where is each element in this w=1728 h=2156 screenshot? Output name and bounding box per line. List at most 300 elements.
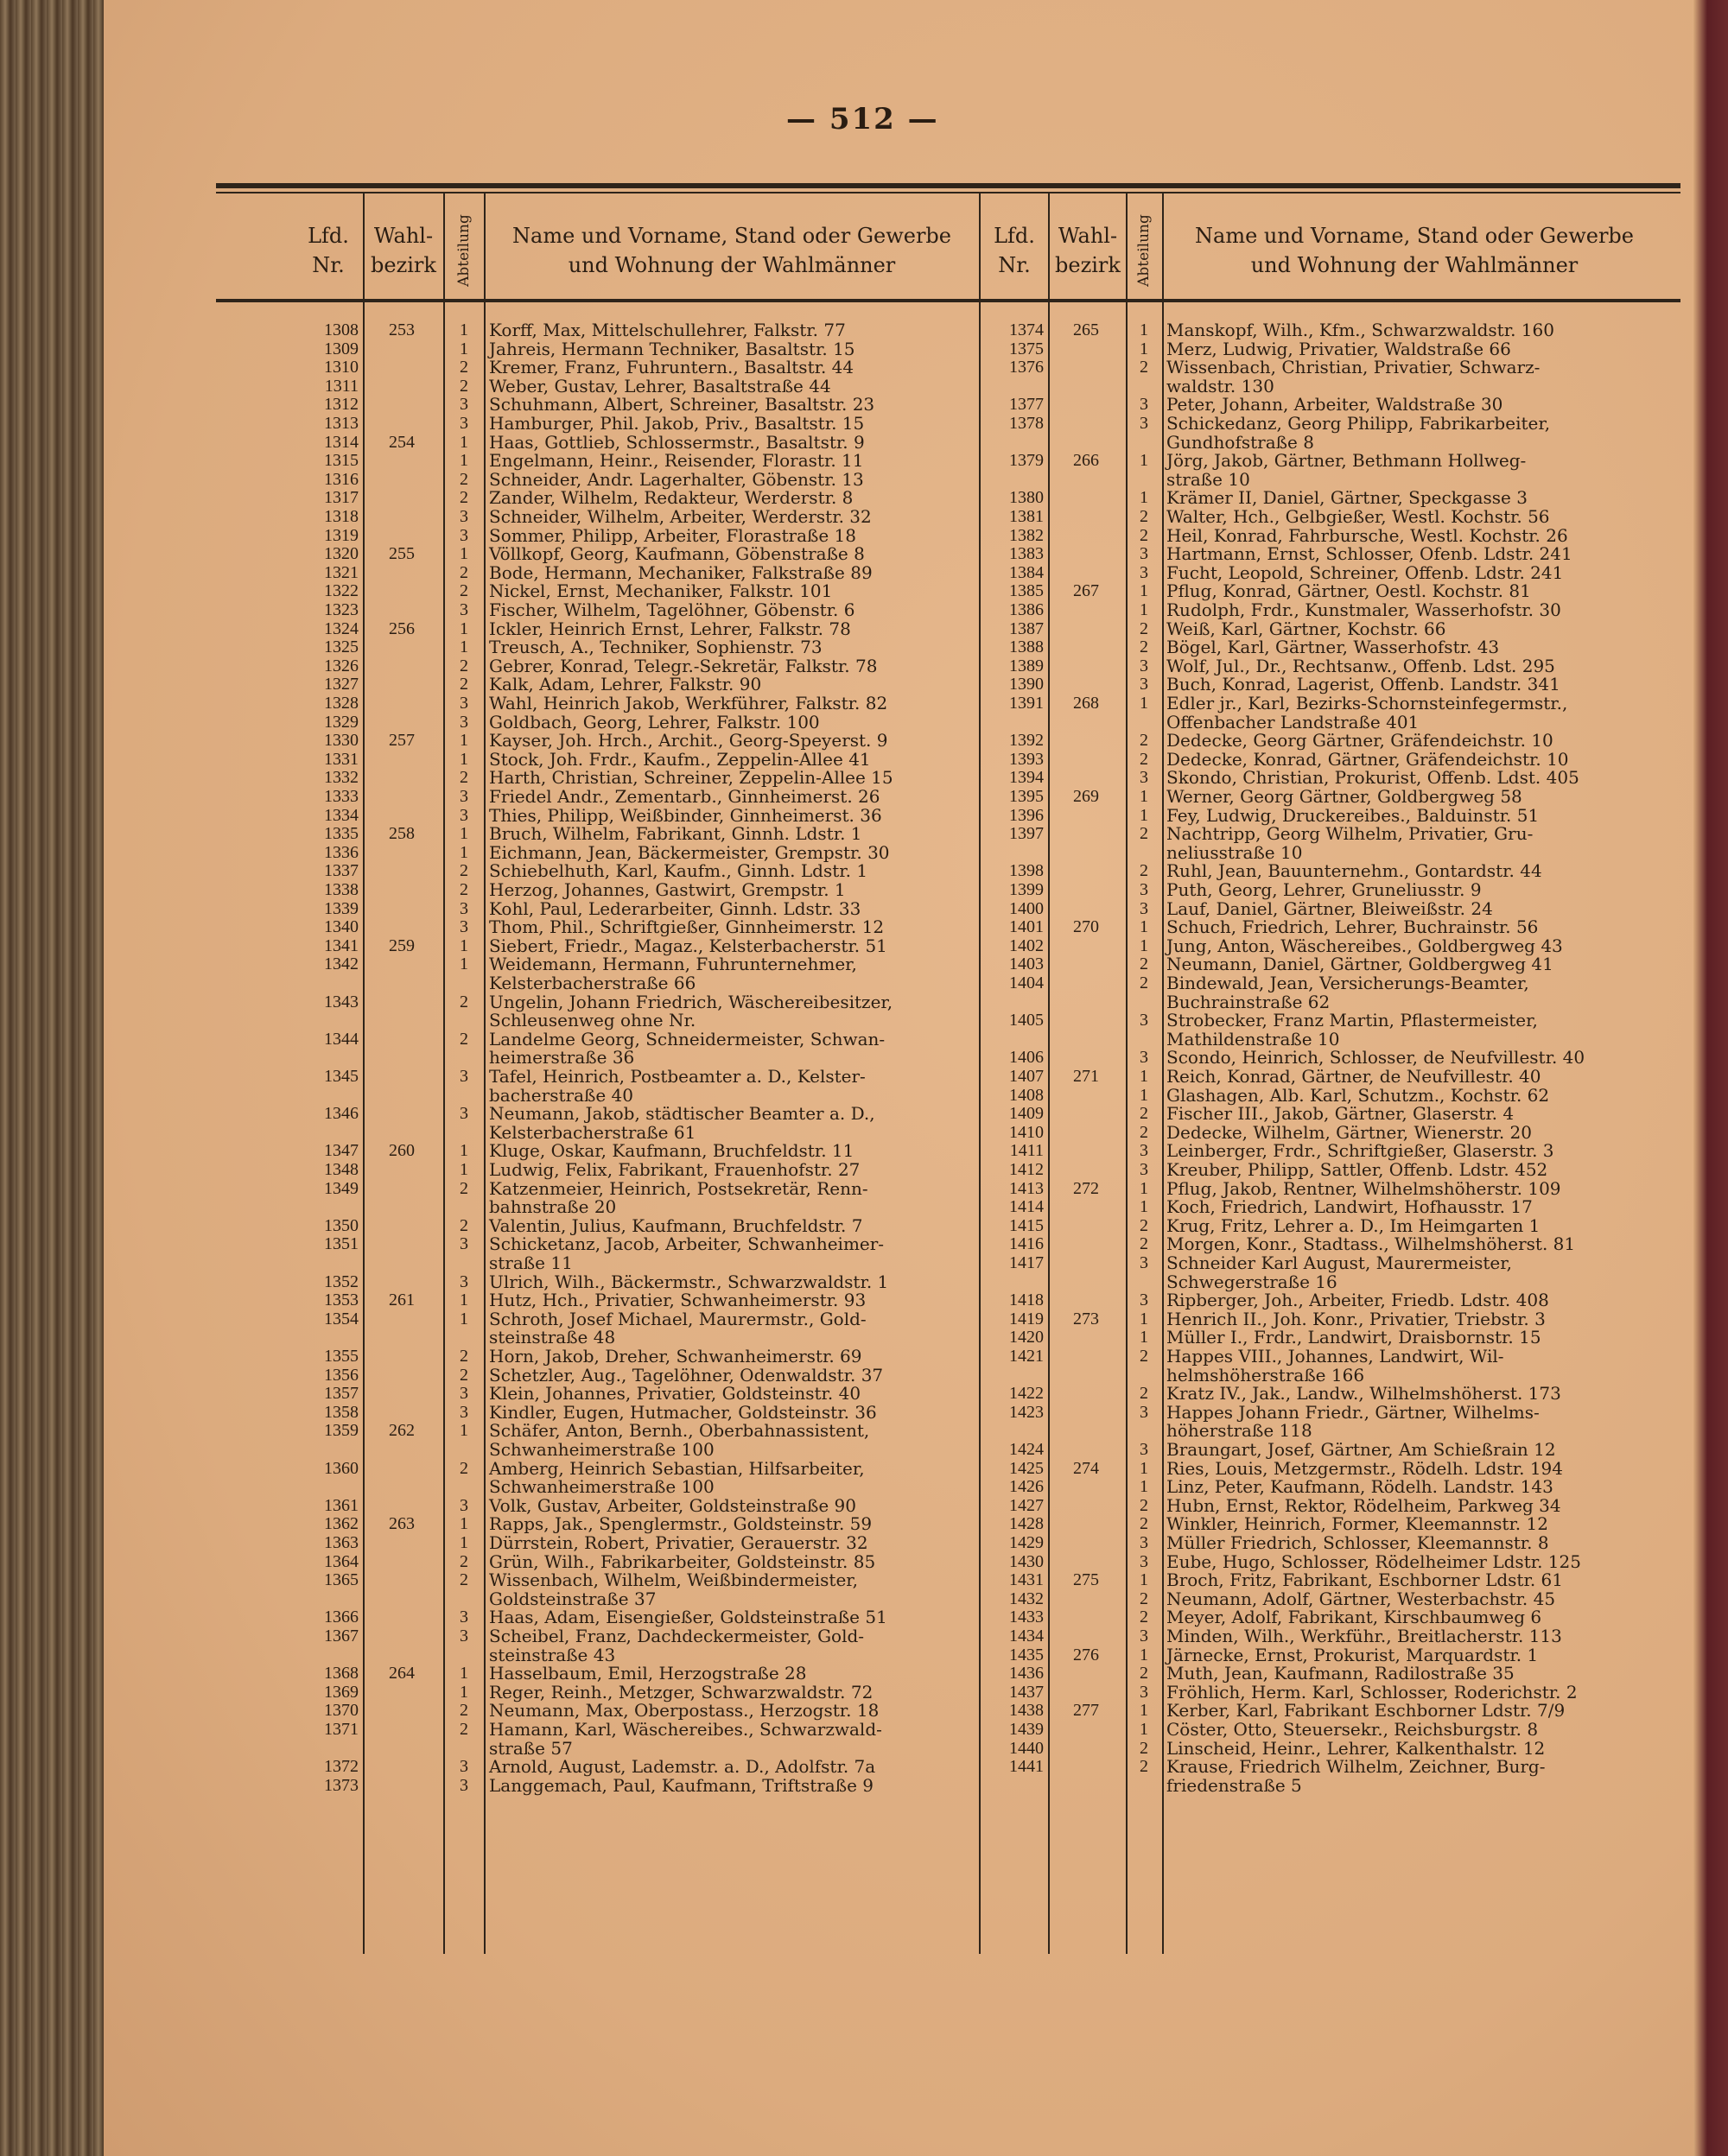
row-number: 1428 [1009, 1514, 1044, 1533]
row-number: 1328 [324, 694, 359, 713]
row-number: 1368 [324, 1664, 359, 1683]
row-name-entry: Koch, Friedrich, Landwirt, Hofhausstr. 17 [1166, 1196, 1533, 1217]
row-wahlbezirk [1056, 881, 1116, 898]
row-wahlbezirk [372, 918, 432, 935]
row-number: 1357 [324, 1384, 359, 1403]
row-number: 1339 [324, 899, 359, 918]
row-number: 1362 [324, 1514, 359, 1533]
row-number: 1395 [1009, 787, 1044, 806]
row-number: 1342 [324, 954, 359, 973]
row-name-entry: Scheibel, Franz, Dachdeckermeister, Gold- [489, 1626, 865, 1646]
row-wahlbezirk [1056, 1515, 1116, 1532]
row-abteilung [451, 1328, 477, 1346]
row-wahlbezirk [1056, 713, 1116, 731]
row-abteilung: 1 [460, 1160, 468, 1179]
row-abteilung: 3 [460, 395, 468, 414]
row-name-entry: Cöster, Otto, Steuersekr., Reichsburgstr. 8 [1166, 1719, 1539, 1740]
row-number: 1344 [324, 1030, 359, 1049]
row-abteilung: 1 [1140, 1646, 1148, 1665]
row-name-entry: Mathildenstraße 10 [1166, 1029, 1340, 1049]
row-wahlbezirk [372, 900, 432, 917]
row-name-entry: Buch, Konrad, Lagerist, Offenb. Landstr. 341 [1166, 674, 1560, 694]
row-number: 1347 [324, 1141, 359, 1160]
row-name-entry: waldstr. 130 [1166, 376, 1274, 396]
row-wahlbezirk [372, 1198, 432, 1215]
row-name-entry: Ruhl, Jean, Bauunternehm., Gontardstr. 44 [1166, 860, 1542, 881]
row-name-entry: Fucht, Leopold, Schreiner, Offenb. Ldstr. 241 [1166, 562, 1564, 583]
row-abteilung: 3 [460, 787, 468, 806]
row-number: 1388 [1009, 637, 1044, 656]
row-abteilung: 2 [460, 768, 468, 787]
row-wahlbezirk [372, 1068, 432, 1085]
row-name-entry: straße 10 [1166, 469, 1250, 490]
row-number: 1412 [1009, 1160, 1044, 1179]
row-abteilung: 3 [460, 1607, 468, 1627]
row-abteilung: 2 [1140, 526, 1148, 545]
row-abteilung: 1 [460, 936, 468, 955]
row-number: 1437 [1009, 1683, 1044, 1702]
row-number: 1320 [324, 544, 359, 563]
row-wahlbezirk [1056, 1049, 1116, 1066]
row-wahlbezirk [372, 1124, 432, 1141]
row-wahlbezirk [1056, 937, 1116, 954]
row-number: 1335 [324, 824, 359, 843]
row-name-entry: Schneider, Wilhelm, Arbeiter, Werderstr. 32 [489, 506, 872, 527]
row-abteilung: 2 [1140, 1739, 1148, 1758]
row-number: 1321 [324, 563, 359, 582]
row-number: 1365 [324, 1570, 359, 1589]
row-name-entry: Nickel, Ernst, Mechaniker, Falkstr. 101 [489, 580, 833, 601]
row-number [966, 844, 1044, 861]
row-abteilung: 2 [1140, 1234, 1148, 1253]
row-wahlbezirk [1056, 1684, 1116, 1701]
table-top-rule-thin [216, 192, 1680, 193]
header-abteilung-right: Abteilung [1135, 214, 1153, 287]
row-abteilung: 3 [1140, 1253, 1148, 1272]
row-wahlbezirk [372, 1161, 432, 1178]
row-wahlbezirk [372, 713, 432, 731]
row-abteilung: 3 [1140, 880, 1148, 899]
row-wahlbezirk: 257 [389, 731, 415, 750]
row-wahlbezirk [372, 1758, 432, 1775]
row-abteilung [451, 1049, 477, 1066]
row-abteilung: 2 [1140, 824, 1148, 843]
row-abteilung: 1 [1140, 1197, 1148, 1216]
row-wahlbezirk [372, 1608, 432, 1626]
row-name-entry: Ungelin, Johann Friedrich, Wäschereibesitzer, [489, 992, 893, 1012]
row-number: 1340 [324, 917, 359, 936]
row-name-entry: Skondo, Christian, Prokurist, Offenb. Ldst. 405 [1166, 767, 1579, 788]
row-number [966, 471, 1044, 488]
row-name-entry: Schäfer, Anton, Bernh., Oberbahnassistent, [489, 1420, 870, 1441]
row-name-entry: Korff, Max, Mittelschullehrer, Falkstr. 77 [489, 320, 846, 340]
row-wahlbezirk [1056, 1665, 1116, 1682]
row-abteilung: 2 [460, 1347, 468, 1366]
row-abteilung [1131, 1030, 1157, 1048]
row-abteilung: 2 [460, 358, 468, 377]
row-wahlbezirk: 262 [389, 1421, 415, 1440]
row-abteilung [451, 1087, 477, 1104]
row-name-entry: straße 57 [489, 1738, 573, 1759]
row-abteilung: 1 [1140, 320, 1148, 339]
row-number [966, 1273, 1044, 1290]
row-wahlbezirk: 275 [1073, 1570, 1099, 1589]
row-abteilung [1131, 1777, 1157, 1794]
row-wahlbezirk [372, 657, 432, 675]
row-number: 1393 [1009, 750, 1044, 769]
row-name-entry: Jung, Anton, Wäschereibes., Goldbergweg 43 [1166, 935, 1563, 956]
row-wahlbezirk: 270 [1073, 917, 1099, 936]
row-abteilung: 3 [1140, 395, 1148, 414]
row-wahlbezirk [372, 1273, 432, 1290]
row-abteilung: 2 [1140, 1757, 1148, 1776]
row-wahlbezirk [1056, 1478, 1116, 1495]
row-number: 1341 [324, 936, 359, 955]
row-name-entry: Hubn, Ernst, Rektor, Rödelheim, Parkweg 34 [1166, 1495, 1561, 1516]
row-number [281, 1441, 359, 1458]
row-wahlbezirk [1056, 974, 1116, 992]
row-number: 1416 [1009, 1234, 1044, 1253]
row-name-entry: Treusch, A., Techniker, Sophienstr. 73 [489, 637, 823, 657]
row-number: 1345 [324, 1067, 359, 1086]
row-name-entry: Ickler, Heinrich Ernst, Lehrer, Falkstr. 78 [489, 618, 851, 639]
row-wahlbezirk [1056, 1721, 1116, 1738]
row-abteilung: 2 [1140, 954, 1148, 973]
row-name-entry: Eichmann, Jean, Bäckermeister, Grempstr. 30 [489, 842, 890, 863]
row-abteilung: 2 [460, 675, 468, 694]
row-abteilung [1131, 1367, 1157, 1384]
row-name-entry: Eube, Hugo, Schlosser, Rödelheimer Ldstr. 125 [1166, 1551, 1581, 1572]
row-wahlbezirk [372, 955, 432, 973]
row-abteilung: 3 [1140, 768, 1148, 787]
row-wahlbezirk [1056, 1124, 1116, 1141]
row-abteilung: 1 [460, 1683, 468, 1702]
header-rule [216, 299, 1680, 302]
row-number: 1425 [1009, 1459, 1044, 1478]
row-name-entry: Sommer, Philipp, Arbeiter, Florastraße 18 [489, 525, 857, 546]
row-wahlbezirk [372, 993, 432, 1011]
row-abteilung: 1 [1140, 1328, 1148, 1347]
row-wahlbezirk [372, 1254, 432, 1271]
row-abteilung: 3 [1140, 544, 1148, 563]
row-name-entry: Neumann, Jakob, städtischer Beamter a. D., [489, 1103, 875, 1124]
row-name-entry: Rapps, Jak., Spenglermstr., Goldsteinstr. 59 [489, 1513, 873, 1534]
row-number: 1391 [1009, 694, 1044, 713]
row-name-entry: Kremer, Franz, Fuhruntern., Basaltstr. 44 [489, 357, 854, 377]
row-name-entry: Dedecke, Georg Gärtner, Gräfendeichstr. 10 [1166, 730, 1553, 751]
row-number [966, 434, 1044, 451]
row-wahlbezirk [372, 807, 432, 824]
row-name-entry: Schuch, Friedrich, Lehrer, Buchrainstr. 56 [1166, 916, 1539, 937]
row-name-entry: Bindewald, Jean, Versicherungs-Beamter, [1166, 973, 1529, 993]
row-number: 1420 [1009, 1328, 1044, 1347]
row-abteilung [451, 1441, 477, 1458]
row-number: 1360 [324, 1459, 359, 1478]
column-divider [1048, 192, 1050, 1954]
column-divider [1162, 192, 1164, 1954]
row-wahlbezirk [372, 1684, 432, 1701]
row-name-entry: Leinberger, Frdr., Schriftgießer, Glaserstr. 3 [1166, 1140, 1554, 1161]
row-number [966, 1777, 1044, 1794]
row-name-entry: Kindler, Eugen, Hutmacher, Goldsteinstr. 36 [489, 1402, 877, 1423]
row-name-entry: Winkler, Heinrich, Former, Kleemannstr. 12 [1166, 1513, 1548, 1534]
table-top-rule [216, 183, 1680, 188]
row-abteilung: 2 [1140, 619, 1148, 638]
row-number: 1376 [1009, 358, 1044, 377]
row-number: 1359 [324, 1421, 359, 1440]
row-wahlbezirk [372, 489, 432, 506]
row-number: 1387 [1009, 619, 1044, 638]
row-wahlbezirk [1056, 396, 1116, 413]
row-name-entry: Kelsterbacherstraße 66 [489, 973, 696, 993]
row-name-entry: Scondo, Heinrich, Schlosser, de Neufvillestr. 40 [1166, 1047, 1585, 1068]
row-abteilung: 2 [460, 656, 468, 675]
row-name-entry: Ripberger, Joh., Arbeiter, Friedb. Ldstr. 408 [1166, 1290, 1549, 1310]
row-wahlbezirk [1056, 377, 1116, 395]
row-name-entry: höherstraße 118 [1166, 1420, 1312, 1441]
row-abteilung: 1 [1140, 917, 1148, 936]
row-abteilung [451, 1254, 477, 1271]
row-number: 1353 [324, 1290, 359, 1309]
row-abteilung [1131, 471, 1157, 488]
row-abteilung: 2 [460, 1720, 468, 1739]
row-wahlbezirk [372, 471, 432, 488]
row-wahlbezirk [1056, 1291, 1116, 1309]
row-wahlbezirk [372, 1235, 432, 1252]
row-abteilung: 1 [460, 1309, 468, 1328]
row-wahlbezirk [372, 564, 432, 581]
row-wahlbezirk: 274 [1073, 1459, 1099, 1478]
row-wahlbezirk: 254 [389, 433, 415, 452]
row-wahlbezirk [372, 377, 432, 395]
row-name-entry: Happes Johann Friedr., Gärtner, Wilhelms- [1166, 1402, 1540, 1423]
row-wahlbezirk [1056, 751, 1116, 768]
row-abteilung: 1 [1140, 1477, 1148, 1496]
row-abteilung: 3 [1140, 1403, 1148, 1422]
row-number: 1332 [324, 768, 359, 787]
row-number [281, 1740, 359, 1757]
row-number: 1415 [1009, 1216, 1044, 1235]
row-abteilung: 3 [460, 1234, 468, 1253]
row-abteilung: 3 [460, 694, 468, 713]
header-abteilung-left: Abteilung [455, 214, 473, 287]
row-number: 1432 [1009, 1589, 1044, 1608]
row-number [966, 993, 1044, 1011]
row-number: 1413 [1009, 1179, 1044, 1198]
row-name-entry: Weber, Gustav, Lehrer, Basaltstraße 44 [489, 376, 831, 396]
row-wahlbezirk [372, 788, 432, 805]
row-wahlbezirk [1056, 564, 1116, 581]
row-name-entry: Herzog, Johannes, Gastwirt, Grempstr. 1 [489, 879, 846, 900]
row-name-entry: Pflug, Konrad, Gärtner, Oestl. Kochstr. 81 [1166, 580, 1531, 601]
row-wahlbezirk: 264 [389, 1664, 415, 1683]
row-name-entry: Heil, Konrad, Fahrbursche, Westl. Kochstr. 26 [1166, 525, 1568, 546]
row-wahlbezirk [372, 601, 432, 618]
row-wahlbezirk [372, 1740, 432, 1757]
row-abteilung: 3 [460, 1403, 468, 1422]
row-name-entry: Klein, Johannes, Privatier, Goldsteinstr. 40 [489, 1383, 861, 1404]
row-abteilung [451, 1478, 477, 1495]
row-abteilung: 2 [460, 1216, 468, 1235]
row-number: 1422 [1009, 1384, 1044, 1403]
header-wahlbezirk-left: Wahl- bezirk [371, 224, 436, 277]
row-abteilung: 2 [460, 1179, 468, 1198]
row-abteilung: 2 [1140, 507, 1148, 526]
row-abteilung [451, 1198, 477, 1215]
row-wahlbezirk: 258 [389, 824, 415, 843]
row-wahlbezirk [1056, 1385, 1116, 1402]
row-number: 1366 [324, 1607, 359, 1627]
row-abteilung: 2 [460, 581, 468, 600]
row-number: 1386 [1009, 600, 1044, 619]
row-abteilung: 3 [460, 1757, 468, 1776]
row-name-entry: Wolf, Jul., Dr., Rechtsanw., Offenb. Ldst. 295 [1166, 656, 1555, 676]
row-wahlbezirk [1056, 1740, 1116, 1757]
row-number: 1430 [1009, 1552, 1044, 1571]
row-wahlbezirk [1056, 955, 1116, 973]
row-abteilung [1131, 1422, 1157, 1439]
row-number: 1378 [1009, 414, 1044, 433]
row-abteilung: 3 [460, 899, 468, 918]
row-number: 1397 [1009, 824, 1044, 843]
row-number: 1308 [324, 320, 359, 339]
row-number: 1334 [324, 806, 359, 825]
row-number [966, 713, 1044, 731]
row-name-entry: Stock, Joh. Frdr., Kaufm., Zeppelin-Allee 41 [489, 749, 871, 770]
row-number: 1427 [1009, 1496, 1044, 1515]
row-wahlbezirk [372, 1460, 432, 1477]
row-wahlbezirk [1056, 769, 1116, 786]
row-abteilung [451, 1124, 477, 1141]
row-abteilung [451, 1740, 477, 1757]
row-abteilung: 3 [460, 526, 468, 545]
row-number [966, 1422, 1044, 1439]
row-number: 1380 [1009, 488, 1044, 507]
row-abteilung: 3 [1140, 414, 1148, 433]
row-wahlbezirk [1056, 675, 1116, 693]
row-abteilung: 3 [1140, 1683, 1148, 1702]
row-wahlbezirk [1056, 638, 1116, 656]
row-name-entry: Edler jr., Karl, Bezirks-Schornsteinfegermstr., [1166, 693, 1568, 713]
row-wahlbezirk [1056, 1254, 1116, 1271]
row-abteilung [1131, 434, 1157, 451]
row-abteilung: 3 [460, 1104, 468, 1123]
row-name-entry: Neumann, Daniel, Gärtner, Goldbergweg 41 [1166, 954, 1553, 974]
row-wahlbezirk [372, 1328, 432, 1346]
row-number: 1318 [324, 507, 359, 526]
row-abteilung [451, 974, 477, 992]
row-name-entry: Lauf, Daniel, Gärtner, Bleiweißstr. 24 [1166, 898, 1493, 919]
row-name-entry: Langgemach, Paul, Kaufmann, Triftstraße 9 [489, 1775, 874, 1796]
row-name-entry: Pflug, Jakob, Rentner, Wilhelmshöherstr. 109 [1166, 1178, 1561, 1199]
row-wahlbezirk [372, 1310, 432, 1328]
row-number [281, 1049, 359, 1066]
row-wahlbezirk [372, 415, 432, 432]
row-number: 1369 [324, 1683, 359, 1702]
row-wahlbezirk: 277 [1073, 1701, 1099, 1720]
row-abteilung [451, 1590, 477, 1607]
row-abteilung: 2 [1140, 1514, 1148, 1533]
row-wahlbezirk [1056, 1422, 1116, 1439]
row-abteilung: 1 [460, 433, 468, 452]
row-abteilung: 2 [1140, 1384, 1148, 1403]
row-number: 1379 [1009, 451, 1044, 470]
row-number: 1326 [324, 656, 359, 675]
row-name-entry: Kohl, Paul, Lederarbeiter, Ginnh. Ldstr. 33 [489, 898, 861, 919]
row-abteilung: 3 [1140, 563, 1148, 582]
row-abteilung [1131, 713, 1157, 731]
row-wahlbezirk [1056, 1367, 1116, 1384]
row-name-entry: Wissenbach, Christian, Privatier, Schwarz- [1166, 357, 1541, 377]
row-abteilung: 1 [460, 637, 468, 656]
row-number: 1322 [324, 581, 359, 600]
row-number: 1408 [1009, 1086, 1044, 1105]
row-abteilung: 1 [1140, 1459, 1148, 1478]
row-name-entry: Ries, Louis, Metzgermstr., Rödelh. Ldstr. 194 [1166, 1458, 1564, 1479]
row-wahlbezirk [372, 1030, 432, 1048]
row-number: 1312 [324, 395, 359, 414]
column-divider [484, 192, 486, 1954]
row-number: 1309 [324, 339, 359, 358]
row-abteilung: 2 [460, 992, 468, 1011]
row-number: 1429 [1009, 1533, 1044, 1552]
row-name-entry: Dedecke, Konrad, Gärtner, Gräfendeichstr. 10 [1166, 749, 1569, 770]
row-name-entry: Gebrer, Konrad, Telegr.-Sekretär, Falkstr. 78 [489, 656, 878, 676]
row-name-entry: Schleusenweg ohne Nr. [489, 1010, 696, 1030]
row-name-entry: bacherstraße 40 [489, 1085, 633, 1106]
row-name-entry: Hartmann, Ernst, Schlosser, Ofenb. Ldstr. 241 [1166, 543, 1572, 564]
row-wahlbezirk [1056, 489, 1116, 506]
row-abteilung: 2 [460, 488, 468, 507]
row-abteilung: 3 [460, 1384, 468, 1403]
row-name-entry: Schneider, Andr. Lagerhalter, Göbenstr. 13 [489, 469, 864, 490]
row-number: 1426 [1009, 1477, 1044, 1496]
row-wahlbezirk [372, 751, 432, 768]
row-name-entry: Thom, Phil., Schriftgießer, Ginnheimerstr. 12 [489, 916, 885, 937]
row-number: 1410 [1009, 1123, 1044, 1142]
row-wahlbezirk [1056, 1273, 1116, 1290]
row-abteilung: 1 [1140, 1720, 1148, 1739]
row-name-entry: Fischer III., Jakob, Gärtner, Glaserstr. 4 [1166, 1103, 1515, 1124]
row-number [281, 1254, 359, 1271]
row-name-entry: Muth, Jean, Kaufmann, Radilostraße 35 [1166, 1663, 1515, 1684]
row-wahlbezirk [372, 508, 432, 525]
row-name-entry: Haas, Adam, Eisengießer, Goldsteinstraße 51 [489, 1607, 887, 1627]
row-name-entry: Grün, Wilh., Fabrikarbeiter, Goldsteinstr. 85 [489, 1551, 876, 1572]
row-name-entry: Walter, Hch., Gelbgießer, Westl. Kochstr. 56 [1166, 506, 1550, 527]
row-name-entry: friedenstraße 5 [1166, 1775, 1302, 1796]
row-abteilung: 1 [460, 1664, 468, 1683]
row-name-entry: Dürrstein, Robert, Privatier, Gerauerstr. 32 [489, 1532, 868, 1553]
row-name-entry: steinstraße 43 [489, 1645, 616, 1665]
row-wahlbezirk [1056, 1011, 1116, 1029]
row-wahlbezirk [1056, 508, 1116, 525]
row-wahlbezirk [372, 1478, 432, 1495]
row-number: 1315 [324, 451, 359, 470]
row-wahlbezirk [1056, 807, 1116, 824]
row-wahlbezirk [1056, 527, 1116, 544]
row-wahlbezirk [1056, 1161, 1116, 1178]
row-number: 1327 [324, 675, 359, 694]
row-number: 1402 [1009, 936, 1044, 955]
row-number: 1436 [1009, 1664, 1044, 1683]
row-name-entry: Ulrich, Wilh., Bäckermstr., Schwarzwaldstr. 1 [489, 1271, 889, 1292]
row-wahlbezirk: 271 [1073, 1067, 1099, 1086]
row-abteilung: 1 [460, 824, 468, 843]
row-abteilung: 1 [460, 1290, 468, 1309]
row-number [966, 1367, 1044, 1384]
row-wahlbezirk [372, 582, 432, 599]
